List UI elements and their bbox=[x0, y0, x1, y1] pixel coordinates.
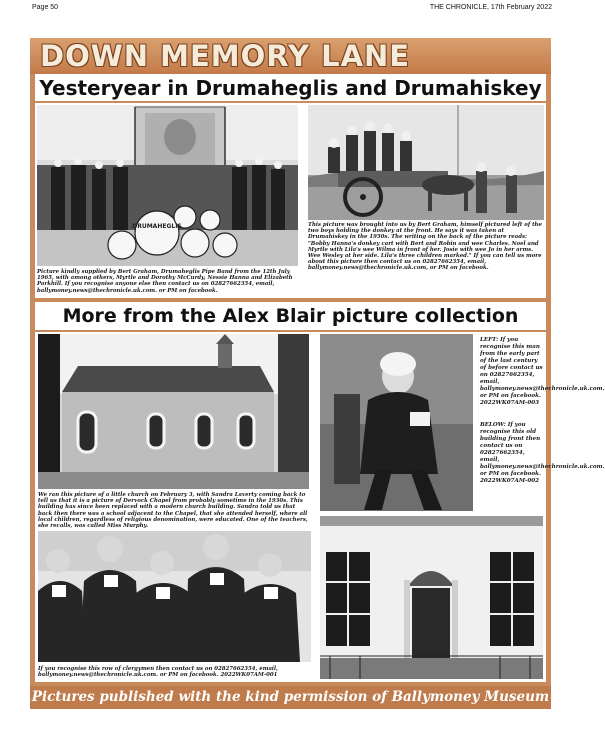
old-building-photo bbox=[320, 516, 543, 679]
banner-title: DOWN MEMORY LANE bbox=[40, 39, 411, 73]
section1-heading: Yesteryear in Drumaheglis and Drumahiskey bbox=[39, 76, 542, 100]
pipe-band-illustration bbox=[37, 105, 298, 266]
section2-heading: More from the Alex Blair picture collection bbox=[62, 305, 519, 327]
donkey-cart-caption: This picture was brought into us by Bert Graham, himself pictured left of the two boys holding the donkey at the front. He says it was taken at Drumahiskey in the 1950s. The writing on the back of the picture reads: "Bobby Hanna's donkey cart with Bert and Robin and wee Charles. Noel and Myrtle with Lila's wee Wilma in front of her. Josie with wee Jo in her arms. Wee Wesley at her side. Lila's three children marked." If you can tell us more about this picture then contact us on 02827662354, email, ballymoney.news@thechronicle.uk.com, or PM on facebook. bbox=[308, 222, 542, 272]
publication-date: THE CHRONICLE, 17th February 2022 bbox=[429, 4, 552, 11]
section1-heading-panel bbox=[35, 74, 546, 101]
footer-bar bbox=[30, 686, 551, 709]
clergy-caption: If you recognise this row of clergymen then contact us on 02827662354, email, ballymoney.news@thechronicle.uk.com. or PM on facebook. 2022WK07AM-001 bbox=[38, 666, 278, 679]
donkey-cart-illustration bbox=[308, 105, 544, 220]
seated-man-illustration bbox=[320, 334, 473, 511]
old-building-caption: BELOW: If you recognise this old building front then contact us on 02827662354, email, ballymoney.news@thechronicle.uk.com. or PM on facebook. 2022WK07AM-002 bbox=[480, 422, 605, 484]
old-building-illustration bbox=[320, 516, 543, 679]
footer-credit: Pictures published with the kind permission of Ballymoney Museum bbox=[31, 689, 550, 705]
seated-man-caption: LEFT: If you recognise this man from the early part of the last century of before contact us on 02827662354, email, ballymoney.news@thechronicle.uk.com. or PM on facebook. 2022WK07AM-003 bbox=[480, 337, 605, 406]
church-caption: We ran this picture of a little church on February 3, with Sandra Laverty coming back to tell us that it is a picture of Dervock Chapel from probably sometime in the 1930s. This building has since been replaced with a modern church building. Sandra told us that back then there was a school adjacent to the Chapel, that she attended herself, where all local children, regardless of religious denomination, were educated. One of the teachers, she recalls, was called Miss Murphy. bbox=[38, 492, 308, 530]
clergy-photo bbox=[38, 531, 311, 662]
page-header bbox=[0, 0, 580, 14]
church-illustration bbox=[38, 334, 309, 489]
page-number: Page 50 bbox=[32, 4, 59, 11]
section2-heading-panel bbox=[35, 302, 546, 330]
pipe-band-photo bbox=[37, 105, 298, 266]
donkey-cart-photo bbox=[308, 105, 544, 220]
pipe-band-caption: Picture kindly supplied by Bert Graham, Drumaheglis Pipe Band from the 12th July 1965, with among others, Myrtle and Dorothy McCurdy, Nessie Hanna and Elizabeth Parkhill. If you recognise anyone else then contact us on 02827662354, email, ballymoney.news@thechronicle.uk.com. or PM on facebook. bbox=[37, 269, 293, 294]
drum-lettering: DRUMAHEGLIS bbox=[132, 223, 182, 230]
church-photo bbox=[38, 334, 309, 489]
clergy-illustration bbox=[38, 531, 311, 662]
section-banner bbox=[30, 38, 551, 74]
seated-man-photo bbox=[320, 334, 473, 511]
